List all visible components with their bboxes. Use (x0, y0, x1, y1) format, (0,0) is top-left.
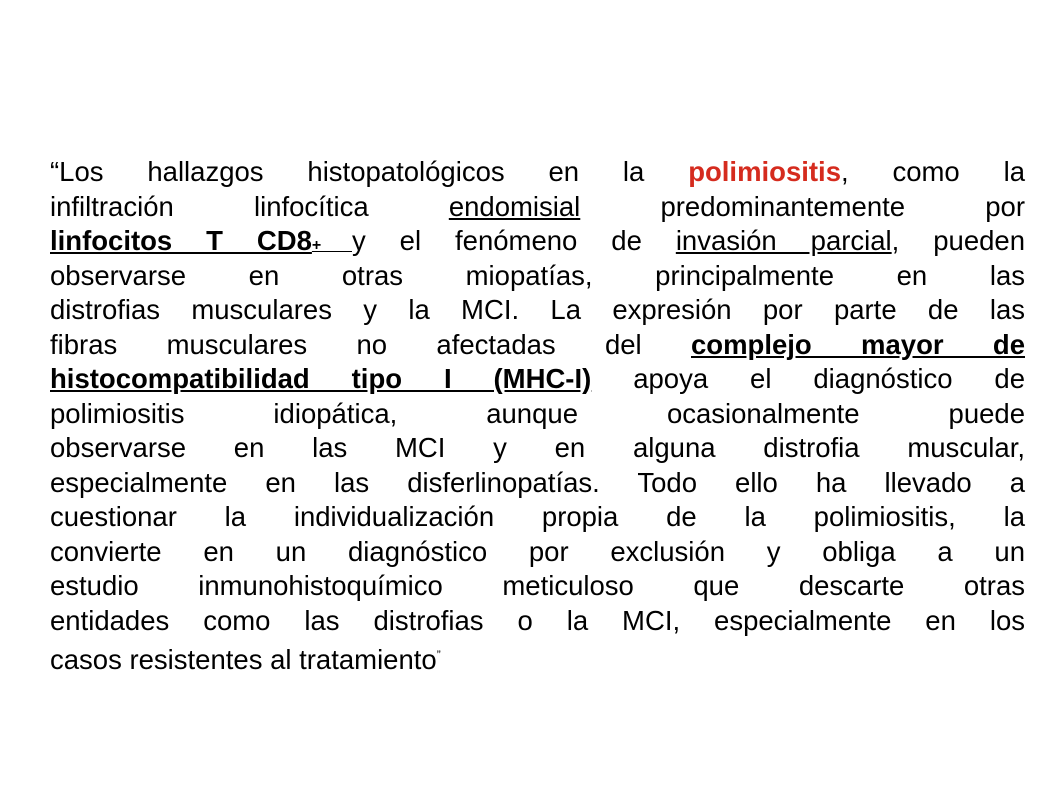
bold-underlined-term: linfocitos T CD8 (50, 225, 312, 256)
quote-text: convierte en un diagnóstico por exclusión y obliga a un (50, 535, 1025, 567)
quote-text: entidades como las distrofias o la MCI, especialmente en los (50, 604, 1025, 636)
quote-line (50, 569, 1025, 604)
quote-line (50, 638, 1025, 673)
quote-text: y el fenómeno de (352, 225, 676, 256)
quote-text: apoya el diagnóstico de (591, 363, 1026, 394)
closing-quote-mark: ” (436, 648, 441, 662)
quote-text: observarse en otras miopatías, principalmente en las (50, 259, 1025, 291)
quote-line (50, 431, 1025, 466)
quote-line (50, 224, 1025, 259)
quote-line (50, 535, 1025, 570)
quote-text: “Los hallazgos histopatológicos en la (50, 156, 689, 187)
quote-paragraph (50, 155, 1025, 673)
quote-text: , como la (840, 156, 1025, 187)
quote-line (50, 397, 1025, 432)
underlined-term: invasión parcial (675, 225, 892, 256)
superscript-plus: + (311, 237, 352, 254)
quote-text: casos resistentes al tratamiento (50, 644, 437, 675)
quote-line (50, 500, 1025, 535)
underlined-term: endomisial (448, 190, 581, 222)
bold-underlined-term: histocompatibilidad tipo I (MHC-I) (50, 363, 592, 394)
highlight-term: polimiositis (688, 156, 841, 187)
quote-text: estudio inmunohistoquímico meticuloso que descarte otras (50, 570, 1025, 601)
quote-text: polimiositis idiopática, aunque ocasionalmente puede (50, 397, 1025, 429)
quote-text: observarse en las MCI y en alguna distrofia muscular, (50, 432, 1025, 463)
quote-text: infiltración linfocítica (50, 190, 449, 222)
quote-line (50, 155, 1025, 190)
quote-line (50, 328, 1025, 363)
quote-line (50, 259, 1025, 294)
quote-line (50, 362, 1025, 397)
quote-text: especialmente en las disferlinopatías. Todo ello ha llevado a (50, 466, 1025, 498)
quote-text: distrofias musculares y la MCI. La expresión por parte de las (50, 294, 1025, 325)
quote-line (50, 293, 1025, 328)
bold-underlined-term: complejo mayor de (691, 328, 1025, 360)
quote-text: fibras musculares no afectadas del (50, 328, 691, 360)
quote-text: , pueden (891, 225, 1025, 256)
quote-line (50, 190, 1025, 225)
quote-line (50, 466, 1025, 501)
quote-line (50, 604, 1025, 639)
quote-text: cuestionar la individualización propia de la polimiositis, la (50, 501, 1025, 532)
quote-text: predominantemente por (580, 190, 1025, 222)
